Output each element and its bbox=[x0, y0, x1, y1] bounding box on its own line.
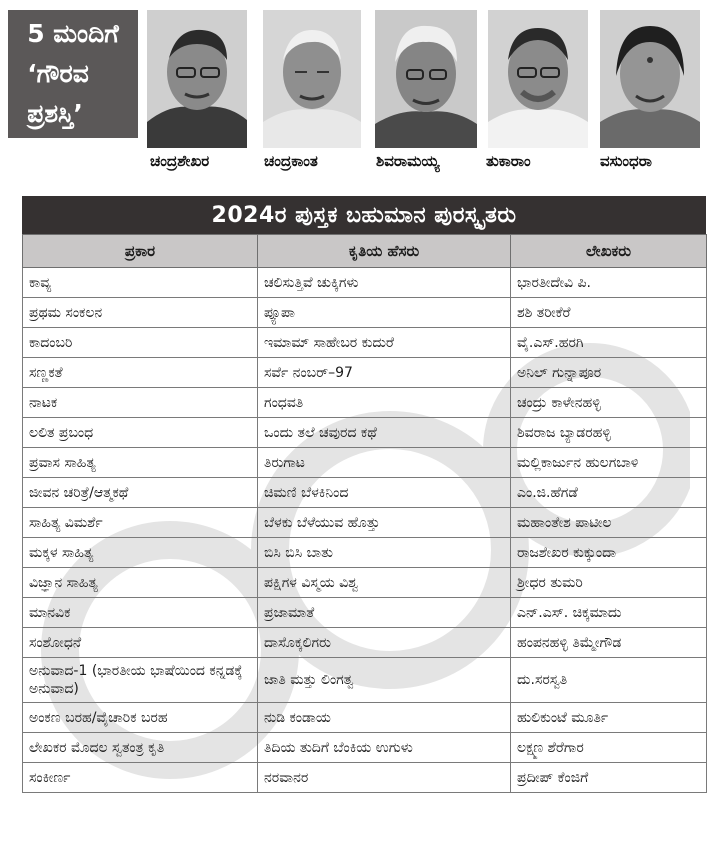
honoree-name-2: ಚಂದ್ರಕಾಂತ bbox=[264, 152, 318, 170]
book-title-cell: ನುಡಿ ಕಂಡಾಯ bbox=[258, 703, 511, 733]
category-cell: ಸಾಹಿತ್ಯ ವಿಮರ್ಶೆ bbox=[23, 508, 258, 538]
category-cell: ಜೀವನ ಚರಿತ್ರೆ/ಆತ್ಮಕಥೆ bbox=[23, 478, 258, 508]
book-title-cell: ಬೆಳಕು ಬೆಳೆಯುವ ಹೊತ್ತು bbox=[258, 508, 511, 538]
book-title-cell: ಪಕ್ಷಿಗಳ ವಿಸ್ಮಯ ವಿಶ್ವ bbox=[258, 568, 511, 598]
category-cell: ನಾಟಕ bbox=[23, 388, 258, 418]
category-cell: ಅನುವಾದ-1 (ಭಾರತೀಯ ಭಾಷೆಯಿಂದ ಕನ್ನಡಕ್ಕೆ ಅನುವಾದ) bbox=[23, 658, 258, 703]
portrait-photo-3 bbox=[375, 10, 477, 148]
honoree-name-1: ಚಂದ್ರಶೇಖರ bbox=[150, 152, 210, 170]
book-title-cell: ನರವಾನರ bbox=[258, 763, 511, 793]
category-cell: ಕಾದಂಬರಿ bbox=[23, 328, 258, 358]
author-cell: ಪ್ರದೀಪ್ ಕೆಂಜಿಗೆ bbox=[511, 763, 707, 793]
table-row bbox=[23, 328, 707, 358]
book-title-cell: ಪ್ರಜಾಮಾತೆ bbox=[258, 598, 511, 628]
column-header-author: ಲೇಖಕರು bbox=[511, 235, 707, 268]
author-cell: ರಾಜಶೇಖರ ಕುಕ್ಕುಂದಾ bbox=[511, 538, 707, 568]
author-cell: ಎಂ.ಜಿ.ಹೆಗಡೆ bbox=[511, 478, 707, 508]
table-row bbox=[23, 568, 707, 598]
category-cell: ಲೇಖಕರ ಮೊದಲ ಸ್ವತಂತ್ರ ಕೃತಿ bbox=[23, 733, 258, 763]
portrait-photo-4 bbox=[488, 10, 588, 148]
table-row bbox=[23, 733, 707, 763]
book-title-cell: ಜಾತಿ ಮತ್ತು ಲಿಂಗತ್ವ bbox=[258, 658, 511, 703]
author-cell: ಲಕ್ಷ್ಮಣ ಶೆರೆಗಾರ bbox=[511, 733, 707, 763]
table-row bbox=[23, 388, 707, 418]
author-cell: ಅನಿಲ್ ಗುನ್ನಾಪೂರ bbox=[511, 358, 707, 388]
category-cell: ಮಾನವಿಕ bbox=[23, 598, 258, 628]
honoree-name-4: ತುಕಾರಾಂ bbox=[486, 152, 531, 170]
table-row bbox=[23, 598, 707, 628]
table-row bbox=[23, 418, 707, 448]
book-title-cell: ಒಂದು ತಲೆ ಚವುರದ ಕಥೆ bbox=[258, 418, 511, 448]
category-cell: ಮಕ್ಕಳ ಸಾಹಿತ್ಯ bbox=[23, 538, 258, 568]
column-header-category: ಪ್ರಕಾರ bbox=[23, 235, 258, 268]
author-cell: ಎನ್.ಎಸ್. ಚಿಕ್ಕಮಾದು bbox=[511, 598, 707, 628]
author-cell: ಮಲ್ಲಿಕಾರ್ಜುನ ಹುಲಗಬಾಳಿ bbox=[511, 448, 707, 478]
book-title-cell: ಇಮಾಮ್ ಸಾಹೇಬರ ಕುದುರೆ bbox=[258, 328, 511, 358]
book-title-cell: ಸರ್ವೆ ನಂಬರ್–97 bbox=[258, 358, 511, 388]
author-cell: ಶಿವರಾಜ ಬ್ಯಾಡರಹಳ್ಳಿ bbox=[511, 418, 707, 448]
category-cell: ಅಂಕಣ ಬರಹ/ವೈಚಾರಿಕ ಬರಹ bbox=[23, 703, 258, 733]
table-row bbox=[23, 358, 707, 388]
table-row bbox=[23, 703, 707, 733]
author-cell: ಮಹಾಂತೇಶ ಪಾಟೀಲ bbox=[511, 508, 707, 538]
table-row bbox=[23, 628, 707, 658]
table-row bbox=[23, 763, 707, 793]
portrait-photo-1 bbox=[147, 10, 247, 148]
table-row bbox=[23, 508, 707, 538]
category-cell: ಪ್ರವಾಸ ಸಾಹಿತ್ಯ bbox=[23, 448, 258, 478]
honor-badge bbox=[8, 10, 138, 138]
book-title-cell: ಪ್ಯೂಪಾ bbox=[258, 298, 511, 328]
book-title-cell: ಚಿಮಣಿ ಬೆಳಕಿನಿಂದ bbox=[258, 478, 511, 508]
category-cell: ವಿಜ್ಞಾನ ಸಾಹಿತ್ಯ bbox=[23, 568, 258, 598]
book-title-cell: ತಿರುಗಾಟ bbox=[258, 448, 511, 478]
book-title-cell: ತಿದಿಯ ತುದಿಗೆ ಬೆಂಕಿಯ ಉಗುಳು bbox=[258, 733, 511, 763]
table-row bbox=[23, 268, 707, 298]
author-cell: ವೈ.ಎಸ್.ಹರಗಿ bbox=[511, 328, 707, 358]
column-header-book-title: ಕೃತಿಯ ಹೆಸರು bbox=[258, 235, 511, 268]
table-row bbox=[23, 448, 707, 478]
table-title: 2024ರ ಪುಸ್ತಕ ಬಹುಮಾನ ಪುರಸ್ಕೃತರು bbox=[22, 196, 706, 234]
book-title-cell: ಗಂಧವತಿ bbox=[258, 388, 511, 418]
category-cell: ಪ್ರಥಮ ಸಂಕಲನ bbox=[23, 298, 258, 328]
author-cell: ಹುಲಿಕುಂಟೆ ಮೂರ್ತಿ bbox=[511, 703, 707, 733]
honor-badge-text: 5 ಮಂದಿಗೆ ‘ಗೌರವ ಪ್ರಶಸ್ತಿ’ bbox=[27, 19, 119, 128]
category-cell: ಸಣ್ಣಕತೆ bbox=[23, 358, 258, 388]
author-cell: ಶ್ರೀಧರ ತುಮರಿ bbox=[511, 568, 707, 598]
portrait-photo-5 bbox=[600, 10, 700, 148]
author-cell: ಚಂದ್ರು ಕಾಳೇನಹಳ್ಳಿ bbox=[511, 388, 707, 418]
author-cell: ಹಂಪನಹಳ್ಳಿ ತಿಮ್ಮೇಗೌಡ bbox=[511, 628, 707, 658]
portrait-photo-2 bbox=[263, 10, 361, 148]
honoree-name-5: ವಸುಂಧರಾ bbox=[600, 152, 652, 170]
author-cell: ದು.ಸರಸ್ವತಿ bbox=[511, 658, 707, 703]
table-row bbox=[23, 298, 707, 328]
category-cell: ಸಂಶೋಧನೆ bbox=[23, 628, 258, 658]
author-cell: ಶಶಿ ತರೀಕೆರೆ bbox=[511, 298, 707, 328]
book-title-cell: ದಾಸೊಕ್ಕಲಿಗರು bbox=[258, 628, 511, 658]
awards-table bbox=[22, 234, 707, 793]
book-title-cell: ಚಲಿಸುತ್ತಿವೆ ಚುಕ್ಕಿಗಳು bbox=[258, 268, 511, 298]
table-header-row bbox=[23, 235, 707, 268]
honoree-name-3: ಶಿವರಾಮಯ್ಯ bbox=[376, 152, 440, 170]
category-cell: ಸಂಕೀರ್ಣ bbox=[23, 763, 258, 793]
author-cell: ಭಾರತೀದೇವಿ ಪಿ. bbox=[511, 268, 707, 298]
book-title-cell: ಬಿಸಿ ಬಿಸಿ ಬಾತು bbox=[258, 538, 511, 568]
category-cell: ಕಾವ್ಯ bbox=[23, 268, 258, 298]
table-row bbox=[23, 478, 707, 508]
table-row bbox=[23, 658, 707, 703]
table-row bbox=[23, 538, 707, 568]
category-cell: ಲಲಿತ ಪ್ರಬಂಧ bbox=[23, 418, 258, 448]
